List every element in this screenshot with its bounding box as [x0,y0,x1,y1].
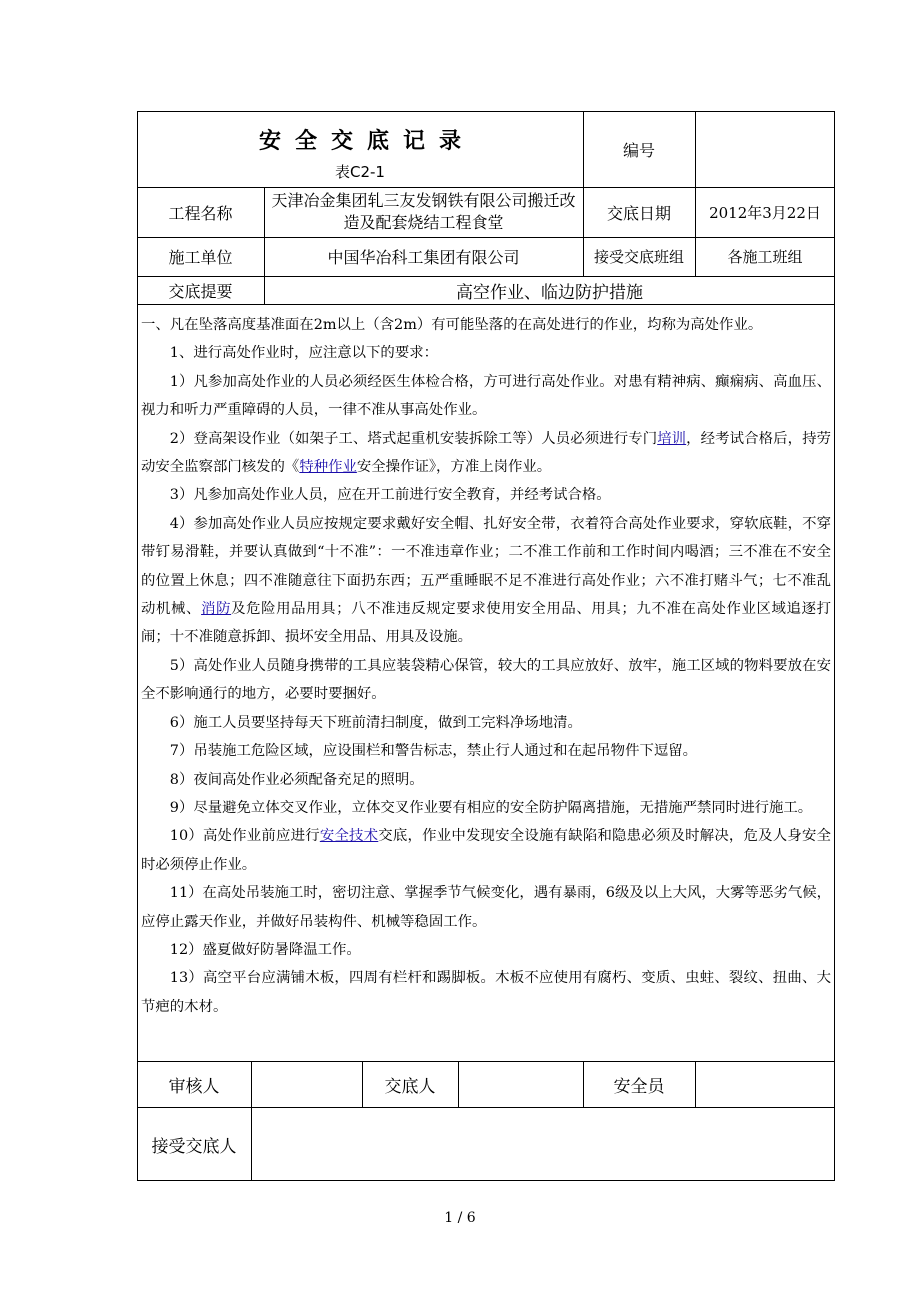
presenter-label: 交底人 [384,1076,436,1097]
paragraph: 8）夜间高处作业必须配备充足的照明。 [169,771,424,788]
date-value: 2012年3月22日 [709,203,821,222]
document-title: 安全交底记录 [258,128,475,154]
form-code: 表C2-1 [335,162,385,181]
paragraph [141,510,831,652]
paragraph: 7）吊装施工危险区域，应设围栏和警告标志，禁止行人通过和在起吊物件下逗留。 [169,743,698,760]
summary-value: 高空作业、临边防护措施 [456,282,643,303]
paragraph: 5）高处作业人员随身携带的工具应装袋精心保管，较大的工具应放好、放牢，施工区域的物料要放在安全不影响通行的地方，必要时要捆好。 [141,657,831,703]
training-link[interactable]: 培训 [657,430,687,447]
project-value [264,187,583,237]
date-label: 交底日期 [606,203,671,223]
page-number: 1 / 6 [444,1210,476,1226]
project-value-line: 天津冶金集团轧三友发钢铁有限公司搬迁改 [271,191,576,210]
text-run: ，经考试合格后，持劳动安全监察部门核发的《 [141,430,831,476]
number-value [695,111,835,187]
paragraph: 一、凡在坠落高度基准面在2m以上（含2m）有可能坠落的在高处进行的作业，均称为高处作业。 [141,317,763,333]
text-run: 交底，作业中发现安全设施有缺陷和隐患必须及时解决，危及人身安全时必须停止作业。 [141,828,831,873]
text-run: 及危险用品用具；八不准违反规定要求使用安全用品、用具；九不准在高处作业区域追逐打闹；十不准随意拆卸、损坏安全用品、用具及设施。 [141,601,831,646]
paragraph: 3）凡参加高处作业人员，应在开工前进行安全教育，并经考试合格。 [169,487,611,504]
paragraph: 9）尽量避免立体交叉作业，立体交叉作业要有相应的安全防护隔离措施，无措施严禁同时进行施工。 [169,799,813,816]
disclosure-content [141,311,831,1021]
text-run: 10）高处作业前应进行 [169,828,320,845]
text-run: 2）登高架设作业（如架子工、塔式起重机安装拆除工等）人员必须进行专门 [169,430,658,447]
reviewer-label: 审核人 [168,1076,220,1097]
fire-protection-link[interactable]: 消防 [201,601,232,618]
text-run: 安全操作证》，方准上岗作业。 [356,459,552,476]
presenter-signature [458,1061,583,1107]
unit-label: 施工单位 [168,248,233,267]
team-value: 各施工班组 [727,248,803,266]
summary-label: 交底提要 [168,281,233,301]
paragraph: 12）盛夏做好防暑降温工作。 [169,941,361,958]
receiver-signature [251,1107,835,1181]
safety-officer-signature [695,1061,835,1107]
unit-value: 中国华冶科工集团有限公司 [327,248,520,267]
paragraph: 1）凡参加高处作业的人员必须经医生体检合格，方可进行高处作业。对患有精神病、癫痫病、高血压、视力和听力严重障碍的人员，一律不准从事高处作业。 [141,373,831,419]
paragraph: 11）在高处吊装施工时，密切注意、掌握季节气候变化，遇有暴雨，6级及以上大风，大雾等恶劣气候，应停止露天作业，并做好吊装构件、机械等稳固工作。 [141,885,831,930]
number-label: 编号 [622,140,655,160]
special-operation-link[interactable]: 特种作业 [299,459,357,476]
reviewer-signature [251,1061,362,1107]
row-divider [137,304,835,305]
paragraph [141,822,831,879]
text-run: 4）参加高处作业人员应按规定要求戴好安全帽、扎好安全带，衣着符合高处作业要求，穿软底鞋，不穿带钉易滑鞋，并要认真做到“十不准”：一不准违章作业；二不准工作前和工作时间内喝酒；三不准在不安全的位置上休息；四不准随意往下面扔东西；五严重睡眠不足不准进行高处作业；六不准打赌斗气；七不准乱动机械、 [141,515,831,618]
paragraph: 13）高空平台应满铺木板，四周有栏杆和踢脚板。木板不应使用有腐朽、变质、虫蛀、裂纹、扭曲、大节疤的木材。 [141,970,831,1015]
safety-tech-link[interactable]: 安全技术 [319,828,379,845]
project-value-line: 造及配套烧结工程食堂 [343,213,504,232]
safety-officer-label: 安全员 [613,1076,665,1097]
team-label: 接受交底班组 [593,248,684,266]
paragraph: 1、进行高处作业时，应注意以下的要求： [169,345,438,362]
receiver-label: 接受交底人 [151,1136,237,1157]
paragraph [141,425,831,482]
paragraph: 6）施工人员要坚持每天下班前清扫制度，做到工完料净场地清。 [169,714,582,731]
project-label: 工程名称 [168,203,233,223]
